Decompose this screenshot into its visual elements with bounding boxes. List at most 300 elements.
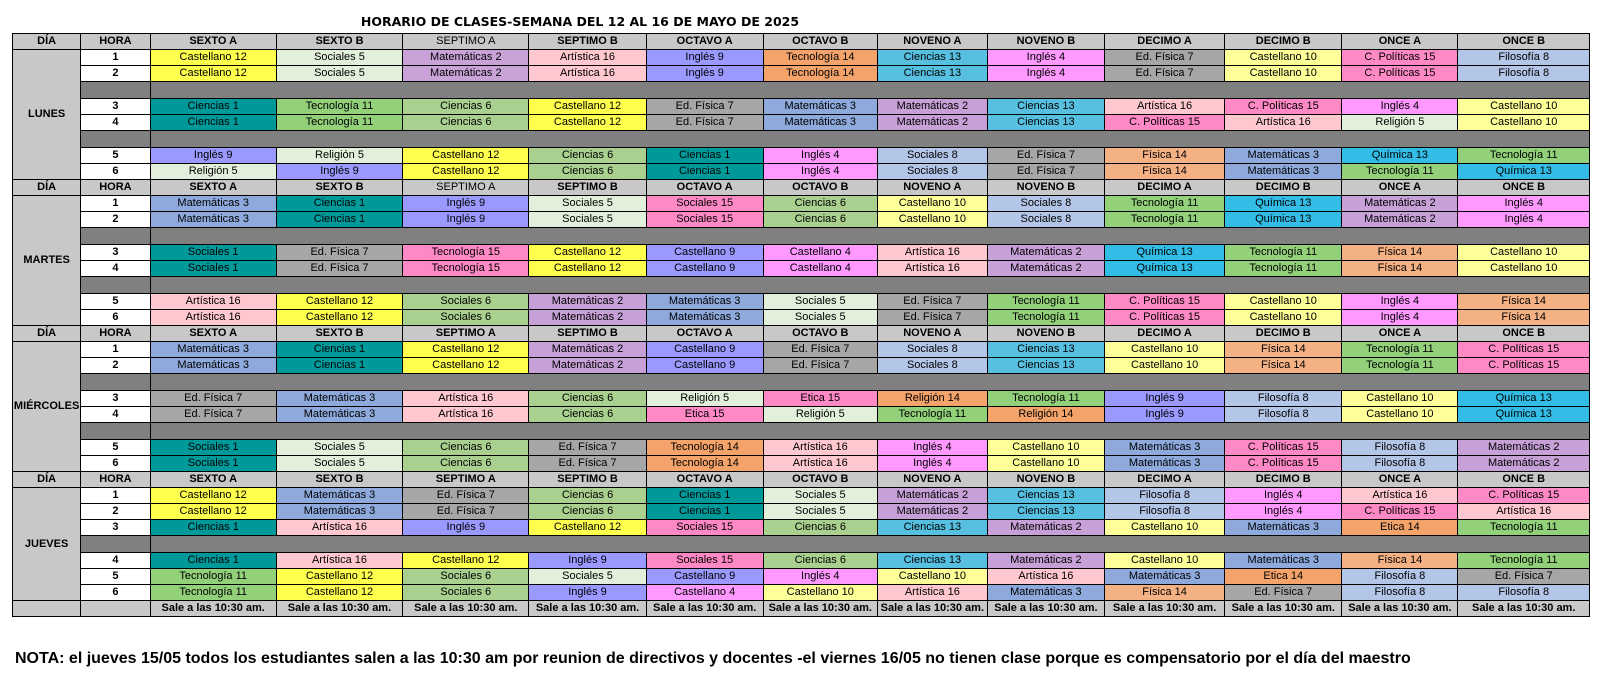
class-cell: Castellano 4 xyxy=(646,585,763,601)
class-cell: Tecnología 11 xyxy=(1104,212,1224,228)
class-cell: Castellano 12 xyxy=(150,488,276,504)
column-header: SEXTO B xyxy=(276,472,402,488)
class-cell: Matemáticas 3 xyxy=(1104,456,1224,472)
class-cell: Ed. Física 7 xyxy=(403,488,529,504)
class-cell: Matemáticas 2 xyxy=(877,115,987,131)
class-cell: Ciencias 1 xyxy=(646,504,763,520)
break-row xyxy=(13,374,1590,391)
class-cell: Castellano 10 xyxy=(1458,245,1590,261)
class-cell: Sociales 1 xyxy=(150,245,276,261)
column-header: HORA xyxy=(81,326,150,342)
class-cell: Matemáticas 2 xyxy=(1342,196,1458,212)
class-cell: Tecnología 11 xyxy=(987,294,1104,310)
class-cell: Tecnología 14 xyxy=(646,456,763,472)
column-header: OCTAVO A xyxy=(646,180,763,196)
class-cell: Sociales 5 xyxy=(529,196,646,212)
class-cell: Sociales 6 xyxy=(403,585,529,601)
class-cell: Inglés 4 xyxy=(1342,294,1458,310)
class-cell: Castellano 12 xyxy=(529,115,646,131)
column-header: OCTAVO B xyxy=(763,472,877,488)
class-cell: Castellano 10 xyxy=(1104,342,1224,358)
table-row xyxy=(13,440,1590,456)
class-cell: Sociales 15 xyxy=(646,196,763,212)
class-cell: Ciencias 1 xyxy=(276,358,402,374)
class-cell: Tecnología 15 xyxy=(403,261,529,277)
hour-cell: 3 xyxy=(81,520,150,536)
class-cell: Castellano 10 xyxy=(1104,358,1224,374)
column-header: SEPTIMO B xyxy=(529,34,646,50)
table-row xyxy=(13,488,1590,504)
header-row xyxy=(13,34,1590,50)
class-cell: Artística 16 xyxy=(877,261,987,277)
table-row xyxy=(13,358,1590,374)
class-cell: Castellano 10 xyxy=(1225,294,1342,310)
class-cell: Ed. Física 7 xyxy=(1458,569,1590,585)
class-cell: Matemáticas 2 xyxy=(529,342,646,358)
class-cell: Castellano 10 xyxy=(987,440,1104,456)
class-cell: Castellano 12 xyxy=(403,164,529,180)
break-row xyxy=(13,536,1590,553)
class-cell: Castellano 10 xyxy=(1342,391,1458,407)
class-cell: Inglés 4 xyxy=(1342,99,1458,115)
class-cell: Ed. Física 7 xyxy=(877,310,987,326)
break-cell xyxy=(150,82,1589,99)
break-cell xyxy=(150,536,1589,553)
class-cell: Matemáticas 2 xyxy=(403,50,529,66)
class-cell: Sociales 1 xyxy=(150,456,276,472)
class-cell: Ciencias 1 xyxy=(276,212,402,228)
hour-cell: 3 xyxy=(81,99,150,115)
class-cell: C. Políticas 15 xyxy=(1104,115,1224,131)
break-cell xyxy=(81,374,150,391)
class-cell: Ciencias 13 xyxy=(877,553,987,569)
class-cell: Sociales 15 xyxy=(646,520,763,536)
column-header: OCTAVO A xyxy=(646,326,763,342)
table-row xyxy=(13,310,1590,326)
class-cell: Ed. Física 7 xyxy=(1104,66,1224,82)
class-cell: Religión 5 xyxy=(763,407,877,423)
class-cell: Física 14 xyxy=(1225,342,1342,358)
class-cell: Matemáticas 3 xyxy=(276,407,402,423)
class-cell: C. Políticas 15 xyxy=(1104,310,1224,326)
class-cell: C. Políticas 15 xyxy=(1458,488,1590,504)
column-header: ONCE A xyxy=(1342,34,1458,50)
column-header: SEXTO A xyxy=(150,180,276,196)
class-cell: Etica 14 xyxy=(1342,520,1458,536)
class-cell: Sociales 6 xyxy=(403,294,529,310)
class-cell: C. Políticas 15 xyxy=(1342,50,1458,66)
class-cell: Física 14 xyxy=(1225,358,1342,374)
class-cell: Castellano 12 xyxy=(276,294,402,310)
column-header: NOVENO A xyxy=(877,472,987,488)
class-cell: Ciencias 6 xyxy=(529,407,646,423)
break-row xyxy=(13,131,1590,148)
class-cell: Matemáticas 3 xyxy=(646,310,763,326)
class-cell: Ciencias 6 xyxy=(763,196,877,212)
class-cell: Tecnología 11 xyxy=(150,569,276,585)
class-cell: Artística 16 xyxy=(529,50,646,66)
class-cell: Castellano 4 xyxy=(763,261,877,277)
column-header: NOVENO A xyxy=(877,180,987,196)
class-cell: Matemáticas 3 xyxy=(150,342,276,358)
class-cell: Artística 16 xyxy=(529,66,646,82)
class-cell: Matemáticas 3 xyxy=(150,196,276,212)
hour-cell: 3 xyxy=(81,391,150,407)
column-header: NOVENO B xyxy=(987,472,1104,488)
class-cell: C. Políticas 15 xyxy=(1342,504,1458,520)
column-header: OCTAVO A xyxy=(646,472,763,488)
dismissal-time-label: Sale a las 10:30 am. xyxy=(150,601,276,617)
break-cell xyxy=(150,277,1589,294)
class-cell: Física 14 xyxy=(1342,245,1458,261)
class-cell: Tecnología 11 xyxy=(276,99,402,115)
class-cell: Tecnología 11 xyxy=(1104,196,1224,212)
class-cell: Matemáticas 2 xyxy=(877,504,987,520)
day-label: MIÉRCOLES xyxy=(13,342,81,472)
class-cell: Inglés 9 xyxy=(1104,391,1224,407)
class-cell: Castellano 10 xyxy=(877,212,987,228)
class-cell: Filosofía 8 xyxy=(1342,456,1458,472)
class-cell: Ciencias 13 xyxy=(987,99,1104,115)
hour-cell: 1 xyxy=(81,342,150,358)
class-cell: Sociales 5 xyxy=(529,212,646,228)
class-cell: Ciencias 6 xyxy=(403,440,529,456)
class-cell: Ciencias 6 xyxy=(529,488,646,504)
column-header: DECIMO B xyxy=(1225,326,1342,342)
class-cell: Inglés 4 xyxy=(987,50,1104,66)
header-row xyxy=(13,180,1590,196)
class-cell: Artística 16 xyxy=(276,520,402,536)
dismissal-time-label: Sale a las 10:30 am. xyxy=(763,601,877,617)
table-row xyxy=(13,553,1590,569)
class-cell: Química 13 xyxy=(1458,407,1590,423)
class-cell: Castellano 10 xyxy=(1458,261,1590,277)
break-cell xyxy=(150,131,1589,148)
hour-cell: 5 xyxy=(81,148,150,164)
footer-blank xyxy=(13,601,81,617)
class-cell: Castellano 12 xyxy=(529,261,646,277)
class-cell: C. Políticas 15 xyxy=(1225,440,1342,456)
class-cell: Castellano 10 xyxy=(1104,553,1224,569)
class-cell: Inglés 4 xyxy=(763,164,877,180)
class-cell: Ciencias 1 xyxy=(646,488,763,504)
class-cell: Castellano 12 xyxy=(529,99,646,115)
class-cell: Religión 5 xyxy=(1342,115,1458,131)
class-cell: Religión 5 xyxy=(276,148,402,164)
column-header: ONCE B xyxy=(1458,34,1590,50)
class-cell: Matemáticas 3 xyxy=(276,391,402,407)
break-cell xyxy=(150,423,1589,440)
class-cell: Tecnología 11 xyxy=(1458,553,1590,569)
class-cell: Castellano 10 xyxy=(1225,66,1342,82)
class-cell: Artística 16 xyxy=(1104,99,1224,115)
break-cell xyxy=(81,131,150,148)
break-cell xyxy=(81,423,150,440)
class-cell: Inglés 9 xyxy=(646,66,763,82)
class-cell: Química 13 xyxy=(1225,212,1342,228)
class-cell: Religión 14 xyxy=(877,391,987,407)
class-cell: Matemáticas 2 xyxy=(877,488,987,504)
class-cell: Castellano 12 xyxy=(150,504,276,520)
table-row xyxy=(13,99,1590,115)
class-cell: Ciencias 13 xyxy=(987,504,1104,520)
class-cell: Sociales 8 xyxy=(877,358,987,374)
class-cell: Ed. Física 7 xyxy=(987,148,1104,164)
class-cell: Química 13 xyxy=(1458,164,1590,180)
class-cell: Artística 16 xyxy=(1458,504,1590,520)
dismissal-time-label: Sale a las 10:30 am. xyxy=(529,601,646,617)
class-cell: Inglés 9 xyxy=(646,50,763,66)
class-cell: Matemáticas 3 xyxy=(276,504,402,520)
class-cell: Matemáticas 2 xyxy=(403,66,529,82)
column-header: SEPTIMO A xyxy=(403,34,529,50)
class-cell: Matemáticas 3 xyxy=(763,115,877,131)
class-cell: Ed. Física 7 xyxy=(403,504,529,520)
column-header: NOVENO A xyxy=(877,34,987,50)
class-cell: Castellano 10 xyxy=(1104,520,1224,536)
class-cell: Inglés 4 xyxy=(1225,488,1342,504)
class-cell: Ed. Física 7 xyxy=(987,164,1104,180)
class-cell: Sociales 6 xyxy=(403,310,529,326)
class-cell: Tecnología 11 xyxy=(1342,342,1458,358)
class-cell: Sociales 15 xyxy=(646,212,763,228)
column-header: ONCE A xyxy=(1342,326,1458,342)
class-cell: Tecnología 11 xyxy=(1458,520,1590,536)
class-cell: Castellano 10 xyxy=(1458,115,1590,131)
class-cell: Castellano 10 xyxy=(877,196,987,212)
class-cell: Matemáticas 3 xyxy=(1104,440,1224,456)
class-cell: Filosofía 8 xyxy=(1342,569,1458,585)
class-cell: Tecnología 14 xyxy=(646,440,763,456)
column-header: SEPTIMO B xyxy=(529,180,646,196)
class-cell: Química 13 xyxy=(1342,148,1458,164)
break-row xyxy=(13,228,1590,245)
class-cell: Matemáticas 2 xyxy=(987,261,1104,277)
class-cell: Castellano 12 xyxy=(403,358,529,374)
dismissal-time-label: Sale a las 10:30 am. xyxy=(1225,601,1342,617)
class-cell: Castellano 12 xyxy=(529,245,646,261)
hour-cell: 6 xyxy=(81,585,150,601)
break-row xyxy=(13,277,1590,294)
header-row xyxy=(13,326,1590,342)
break-cell xyxy=(150,228,1589,245)
class-cell: Tecnología 11 xyxy=(1458,148,1590,164)
class-cell: Ed. Física 7 xyxy=(276,245,402,261)
class-cell: Ciencias 13 xyxy=(987,488,1104,504)
column-header: ONCE B xyxy=(1458,326,1590,342)
column-header: DÍA xyxy=(13,34,81,50)
class-cell: Ciencias 1 xyxy=(276,342,402,358)
class-cell: Inglés 4 xyxy=(987,66,1104,82)
class-cell: Matemáticas 3 xyxy=(1225,520,1342,536)
column-header: ONCE A xyxy=(1342,180,1458,196)
table-row xyxy=(13,164,1590,180)
class-cell: Castellano 10 xyxy=(877,569,987,585)
class-cell: Matemáticas 3 xyxy=(1104,569,1224,585)
table-row xyxy=(13,391,1590,407)
class-cell: Matemáticas 2 xyxy=(987,245,1104,261)
class-cell: Química 13 xyxy=(1225,196,1342,212)
class-cell: Artística 16 xyxy=(150,294,276,310)
class-cell: Inglés 4 xyxy=(1458,196,1590,212)
column-header: DECIMO B xyxy=(1225,34,1342,50)
class-cell: Ciencias 1 xyxy=(646,164,763,180)
class-cell: Ciencias 6 xyxy=(529,148,646,164)
class-cell: Inglés 9 xyxy=(403,520,529,536)
class-cell: Artística 16 xyxy=(1225,115,1342,131)
class-cell: Matemáticas 3 xyxy=(646,294,763,310)
class-cell: Castellano 9 xyxy=(646,358,763,374)
class-cell: Sociales 8 xyxy=(877,148,987,164)
class-cell: Sociales 8 xyxy=(987,212,1104,228)
class-cell: Ed. Física 7 xyxy=(150,407,276,423)
class-cell: Tecnología 11 xyxy=(1342,358,1458,374)
class-cell: Ciencias 13 xyxy=(877,50,987,66)
class-cell: Ciencias 6 xyxy=(529,164,646,180)
class-cell: Artística 16 xyxy=(403,391,529,407)
class-cell: C. Políticas 15 xyxy=(1458,342,1590,358)
class-cell: Ed. Física 7 xyxy=(150,391,276,407)
dismissal-time-label: Sale a las 10:30 am. xyxy=(987,601,1104,617)
column-header: OCTAVO B xyxy=(763,180,877,196)
column-header: DÍA xyxy=(13,326,81,342)
column-header: DÍA xyxy=(13,472,81,488)
class-cell: Castellano 12 xyxy=(150,50,276,66)
class-cell: Castellano 9 xyxy=(646,569,763,585)
class-cell: Etica 15 xyxy=(646,407,763,423)
class-cell: C. Políticas 15 xyxy=(1104,294,1224,310)
footer-blank xyxy=(81,601,150,617)
class-cell: Química 13 xyxy=(1104,245,1224,261)
schedule-table xyxy=(12,33,1590,617)
class-cell: Castellano 9 xyxy=(646,245,763,261)
table-row xyxy=(13,342,1590,358)
class-cell: Inglés 9 xyxy=(150,148,276,164)
hour-cell: 2 xyxy=(81,212,150,228)
dismissal-time-label: Sale a las 10:30 am. xyxy=(877,601,987,617)
class-cell: Física 14 xyxy=(1342,553,1458,569)
class-cell: Matemáticas 2 xyxy=(987,520,1104,536)
class-cell: Ciencias 13 xyxy=(987,358,1104,374)
class-cell: Ed. Física 7 xyxy=(763,342,877,358)
class-cell: Matemáticas 2 xyxy=(987,553,1104,569)
class-cell: Religión 5 xyxy=(150,164,276,180)
hour-cell: 1 xyxy=(81,488,150,504)
column-header: SEXTO A xyxy=(150,34,276,50)
class-cell: Artística 16 xyxy=(763,456,877,472)
class-cell: Castellano 12 xyxy=(403,553,529,569)
class-cell: Física 14 xyxy=(1104,164,1224,180)
class-cell: Ciencias 13 xyxy=(987,342,1104,358)
class-cell: Castellano 12 xyxy=(150,66,276,82)
hour-cell: 4 xyxy=(81,407,150,423)
class-cell: Ciencias 6 xyxy=(529,504,646,520)
column-header: ONCE B xyxy=(1458,472,1590,488)
class-cell: Matemáticas 3 xyxy=(1225,148,1342,164)
dismissal-time-label: Sale a las 10:30 am. xyxy=(1458,601,1590,617)
class-cell: Matemáticas 3 xyxy=(276,488,402,504)
class-cell: Inglés 9 xyxy=(529,553,646,569)
column-header: SEPTIMO A xyxy=(403,180,529,196)
schedule-note: NOTA: el jueves 15/05 todos los estudiantes salen a las 10:30 am por reunion de directivos y docentes -el viernes 16/05 no tienen clase porque es compensatorio por el día del maestro xyxy=(15,650,1411,667)
hour-cell: 1 xyxy=(81,50,150,66)
schedule-title: HORARIO DE CLASES-SEMANA DEL 12 AL 16 DE MAYO DE 2025 xyxy=(360,14,800,29)
class-cell: Etica 15 xyxy=(763,391,877,407)
table-row xyxy=(13,569,1590,585)
class-cell: Ciencias 13 xyxy=(877,66,987,82)
break-cell xyxy=(81,82,150,99)
class-cell: Filosofía 8 xyxy=(1104,504,1224,520)
table-row xyxy=(13,261,1590,277)
hour-cell: 4 xyxy=(81,553,150,569)
class-cell: Sociales 6 xyxy=(403,569,529,585)
class-cell: Filosofía 8 xyxy=(1458,66,1590,82)
class-cell: Tecnología 11 xyxy=(150,585,276,601)
table-row xyxy=(13,115,1590,131)
class-cell: Matemáticas 3 xyxy=(150,358,276,374)
class-cell: Matemáticas 3 xyxy=(763,99,877,115)
table-row xyxy=(13,66,1590,82)
column-header: SEXTO A xyxy=(150,472,276,488)
class-cell: Sociales 5 xyxy=(276,440,402,456)
class-cell: Tecnología 15 xyxy=(403,245,529,261)
class-cell: Matemáticas 3 xyxy=(150,212,276,228)
class-cell: Castellano 12 xyxy=(276,585,402,601)
class-cell: C. Políticas 15 xyxy=(1225,456,1342,472)
class-cell: Inglés 9 xyxy=(403,212,529,228)
class-cell: Ed. Física 7 xyxy=(529,440,646,456)
class-cell: Ciencias 6 xyxy=(763,553,877,569)
class-cell: Sociales 5 xyxy=(276,50,402,66)
class-cell: Filosofía 8 xyxy=(1458,50,1590,66)
class-cell: Artística 16 xyxy=(877,585,987,601)
class-cell: Artística 16 xyxy=(150,310,276,326)
column-header: SEXTO B xyxy=(276,180,402,196)
class-cell: Tecnología 11 xyxy=(1225,245,1342,261)
class-cell: Ciencias 13 xyxy=(987,115,1104,131)
class-cell: Física 14 xyxy=(1458,294,1590,310)
class-cell: Sociales 8 xyxy=(877,164,987,180)
table-row xyxy=(13,245,1590,261)
class-cell: Filosofía 8 xyxy=(1342,440,1458,456)
class-cell: Inglés 4 xyxy=(763,569,877,585)
hour-cell: 6 xyxy=(81,164,150,180)
class-cell: Ed. Física 7 xyxy=(646,115,763,131)
column-header: SEPTIMO A xyxy=(403,326,529,342)
class-cell: Filosofía 8 xyxy=(1458,585,1590,601)
hour-cell: 5 xyxy=(81,569,150,585)
class-cell: Matemáticas 2 xyxy=(529,358,646,374)
class-cell: Sociales 8 xyxy=(877,342,987,358)
class-cell: Ciencias 13 xyxy=(877,520,987,536)
column-header: SEPTIMO B xyxy=(529,326,646,342)
class-cell: Sociales 5 xyxy=(276,66,402,82)
break-cell xyxy=(81,536,150,553)
hour-cell: 5 xyxy=(81,294,150,310)
class-cell: Física 14 xyxy=(1104,148,1224,164)
column-header: SEXTO A xyxy=(150,326,276,342)
hour-cell: 4 xyxy=(81,115,150,131)
column-header: DÍA xyxy=(13,180,81,196)
class-cell: Matemáticas 2 xyxy=(1458,456,1590,472)
class-cell: Ed. Física 7 xyxy=(1104,50,1224,66)
class-cell: Ciencias 6 xyxy=(763,212,877,228)
break-cell xyxy=(150,374,1589,391)
class-cell: Matemáticas 2 xyxy=(1458,440,1590,456)
class-cell: Artística 16 xyxy=(763,440,877,456)
class-cell: Física 14 xyxy=(1342,261,1458,277)
column-header: NOVENO B xyxy=(987,180,1104,196)
